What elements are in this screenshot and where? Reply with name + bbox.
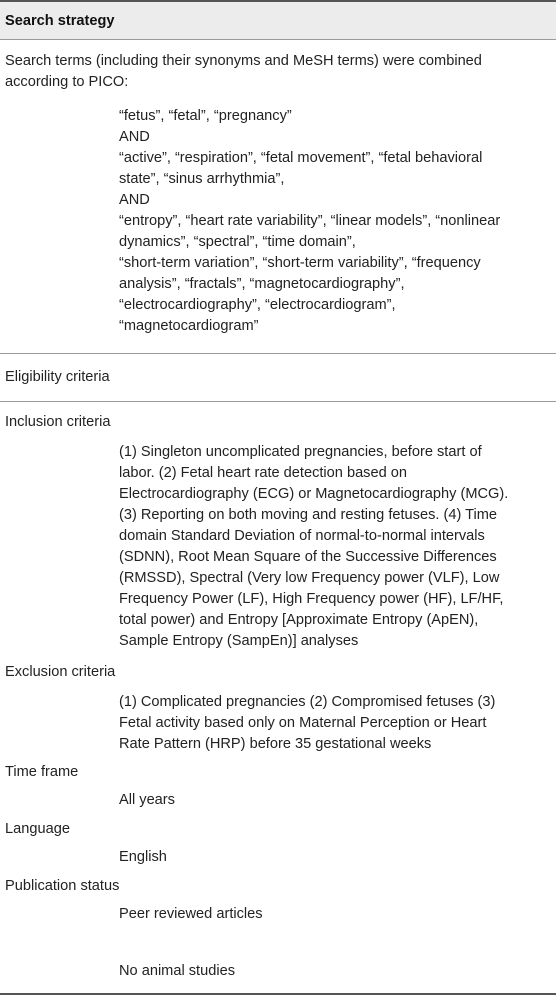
search-terms — [119, 106, 500, 337]
search-term-line: “fetus”, “fetal”, “pregnancy” — [119, 108, 292, 124]
search-intro-line: according to PICO: — [5, 74, 129, 90]
search-intro-line: Search terms (including their synonyms and MeSH terms) were combined — [5, 53, 482, 69]
inclusion-line: Frequency Power (LF), High Frequency power (HF), LF/HF, — [119, 591, 504, 607]
exclusion-criteria — [119, 692, 495, 755]
eligibility-label: Eligibility criteria — [5, 369, 110, 385]
inclusion-line: Electrocardiography (ECG) or Magnetocardiography (MCG). — [119, 486, 509, 502]
row-divider — [0, 353, 556, 354]
search-term-line: “short-term variation”, “short-term variability”, “frequency — [119, 255, 481, 271]
search-intro — [5, 51, 482, 93]
search-term-line: “electrocardiography”, “electrocardiogram”, — [119, 297, 396, 313]
search-term-line: AND — [119, 192, 150, 208]
exclusion-line: (1) Complicated pregnancies (2) Compromised fetuses (3) — [119, 694, 496, 710]
inclusion-line: (3) Reporting on both moving and resting fetuses. (4) Time — [119, 507, 498, 523]
inclusion-line: domain Standard Deviation of normal-to-normal intervals — [119, 528, 485, 544]
search-term-line: “magnetocardiogram” — [119, 318, 259, 334]
exclusion-line: Fetal activity based only on Maternal Perception or Heart — [119, 715, 487, 731]
inclusion-line: (SDNN), Root Mean Square of the Successive Differences — [119, 549, 497, 565]
time-frame-value: All years — [119, 792, 175, 808]
search-term-line: dynamics”, “spectral”, “time domain”, — [119, 234, 356, 250]
search-term-line: analysis”, “fractals”, “magnetocardiography”, — [119, 276, 405, 292]
exclusion-label: Exclusion criteria — [5, 664, 116, 680]
publication-status-value: Peer reviewed articles — [119, 906, 263, 922]
inclusion-line: labor. (2) Fetal heart rate detection based on — [119, 465, 407, 481]
search-term-line: state”, “sinus arrhythmia”, — [119, 171, 285, 187]
language-value: English — [119, 849, 167, 865]
inclusion-line: Sample Entropy (SampEn)] analyses — [119, 633, 359, 649]
table-title: Search strategy — [5, 13, 115, 29]
search-term-line: “active”, “respiration”, “fetal movement”, “fetal behavioral — [119, 150, 483, 166]
language-label: Language — [5, 821, 70, 837]
table-bottom-rule — [0, 993, 556, 995]
inclusion-line: total power) and Entropy [Approximate Entropy (ApEN), — [119, 612, 479, 628]
inclusion-line: (RMSSD), Spectral (Very low Frequency power (VLF), Low — [119, 570, 500, 586]
inclusion-criteria — [119, 442, 508, 652]
publication-status-label: Publication status — [5, 878, 120, 894]
row-divider — [0, 401, 556, 402]
search-term-line: AND — [119, 129, 150, 145]
inclusion-line: (1) Singleton uncomplicated pregnancies, before start of — [119, 444, 482, 460]
time-frame-label: Time frame — [5, 764, 79, 780]
publication-note: No animal studies — [119, 963, 235, 979]
search-term-line: “entropy”, “heart rate variability”, “linear models”, “nonlinear — [119, 213, 501, 229]
inclusion-label: Inclusion criteria — [5, 414, 111, 430]
table-header — [0, 0, 556, 40]
exclusion-line: Rate Pattern (HRP) before 35 gestational weeks — [119, 736, 432, 752]
